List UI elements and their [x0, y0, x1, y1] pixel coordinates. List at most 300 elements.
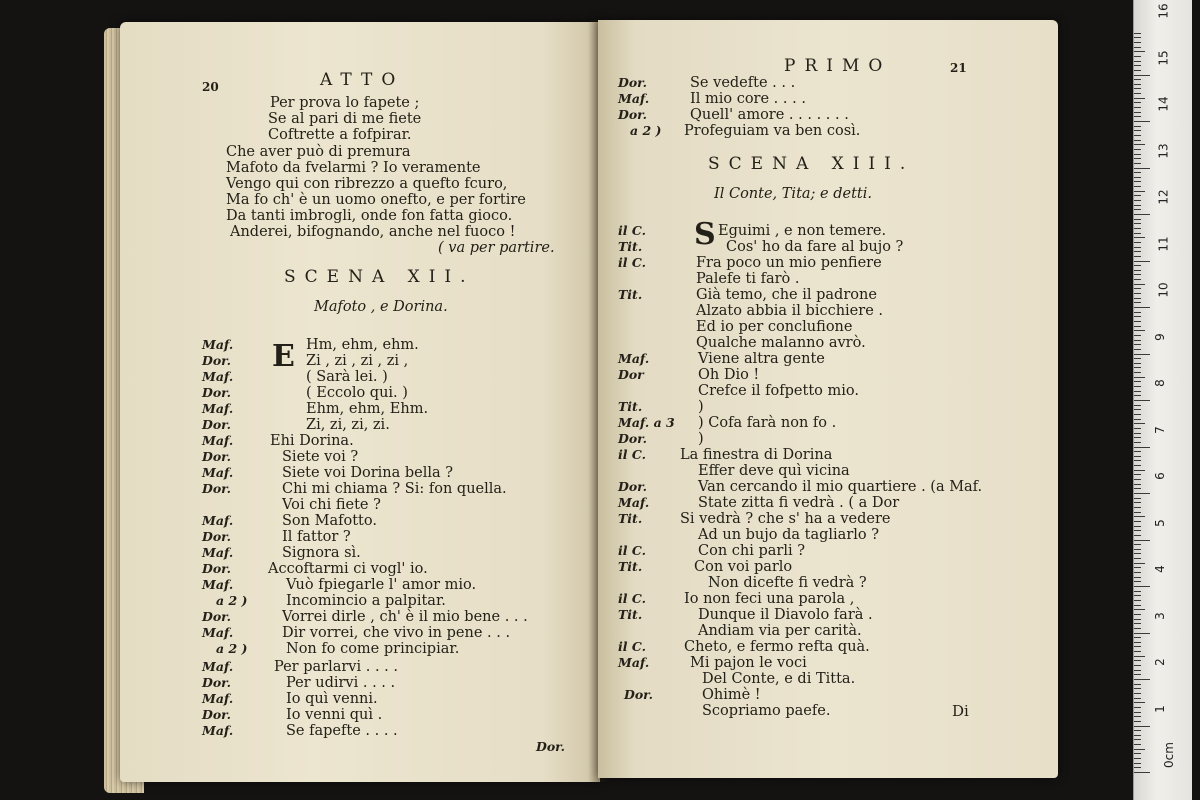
verse-line: Mafoto da fvelarmi ? Io veramente [226, 160, 481, 176]
speaker-label: Dor. [618, 431, 647, 446]
speaker-label: Dor. [618, 75, 647, 90]
ruler-tick [1134, 488, 1141, 489]
right-page-number: 21 [950, 61, 967, 75]
dialogue-line: ) [698, 431, 704, 447]
ruler-tick [1134, 363, 1141, 364]
ruler-tick [1134, 656, 1145, 657]
ruler-tick [1134, 233, 1141, 234]
ruler-label: 7 [1152, 425, 1167, 434]
dialogue-line: ( Eccolo qui. ) [306, 385, 408, 401]
dialogue-line: Mi pajon le voci [690, 655, 807, 671]
ruler-tick [1134, 414, 1141, 415]
ruler-tick [1134, 428, 1141, 429]
ruler-tick [1134, 516, 1145, 517]
dialogue-line: Io quì venni. [286, 691, 378, 707]
ruler-tick [1134, 130, 1141, 131]
ruler-tick [1134, 767, 1141, 768]
dialogue-line: Non fo come principiar. [286, 641, 460, 657]
dialogue-line: Dunque il Diavolo farà . [698, 607, 873, 623]
ruler-tick [1134, 288, 1141, 289]
ruler-tick [1134, 149, 1141, 150]
drop-cap-letter: E [272, 339, 295, 374]
ruler-tick [1134, 349, 1141, 350]
dialogue-line: Per parlarvi . . . . [274, 659, 399, 675]
ruler-tick [1134, 493, 1150, 494]
ruler-tick [1134, 163, 1141, 164]
speaker-label: Maf. [202, 337, 234, 352]
speaker-label: Dor. [202, 561, 231, 576]
catchword: Dor. [536, 739, 565, 754]
ruler-tick [1134, 763, 1141, 764]
speaker-label: Maf. [202, 723, 234, 738]
ruler-tick [1134, 65, 1141, 66]
ruler-tick [1134, 98, 1145, 99]
ruler-tick [1134, 502, 1141, 503]
ruler-tick [1134, 670, 1141, 671]
dialogue-line: Cheto, e fermo refta quà. [684, 639, 870, 655]
speaker-label: il C. [618, 223, 646, 238]
ruler-tick [1134, 186, 1141, 187]
speaker-label: Maf. [202, 369, 234, 384]
speaker-label: Maf. [202, 545, 234, 560]
ruler-tick [1134, 372, 1141, 373]
ruler-label: 3 [1152, 611, 1167, 620]
ruler-tick [1134, 605, 1141, 606]
speaker-label: Dor. [202, 529, 231, 544]
ruler-tick [1134, 395, 1141, 396]
ruler-tick [1134, 223, 1141, 224]
ruler-tick [1134, 405, 1141, 406]
speaker-label: Dor. [202, 675, 231, 690]
speaker-label: Tit. [618, 287, 643, 302]
ruler-tick [1134, 660, 1141, 661]
dialogue-line: Ehi Dorina. [270, 433, 354, 449]
dialogue-line: Non dicefte fi vedrà ? [708, 575, 867, 591]
ruler-tick [1134, 116, 1141, 117]
ruler-tick [1134, 312, 1141, 313]
ruler-label: 12 [1156, 189, 1171, 205]
drop-cap-letter: S [694, 217, 716, 252]
ruler-tick [1134, 302, 1141, 303]
ruler-tick [1134, 460, 1141, 461]
ruler-tick [1134, 102, 1141, 103]
ruler-tick [1134, 107, 1141, 108]
ruler-tick [1134, 433, 1141, 434]
dialogue-line: Io venni quì . [286, 707, 383, 723]
ruler-tick [1134, 600, 1141, 601]
dialogue-line: Andiam via per carità. [698, 623, 862, 639]
ruler-tick [1134, 642, 1141, 643]
dialogue-line: Con chi parli ? [698, 543, 805, 559]
speaker-label: Dor. [202, 449, 231, 464]
ruler-label: 8 [1152, 379, 1167, 387]
ruler-label: 10 [1156, 282, 1171, 298]
speaker-label: Dor. [202, 609, 231, 624]
dialogue-line: Siete voi Dorina bella ? [282, 465, 454, 481]
ruler-tick [1134, 321, 1141, 322]
ruler-tick [1134, 326, 1141, 327]
verse-line: Ma fo ch' è un uomo onefto, e per fortire [226, 192, 526, 208]
ruler-tick [1134, 465, 1141, 466]
dialogue-line: Hm, ehm, ehm. [306, 337, 419, 353]
ruler-tick [1134, 698, 1141, 699]
dialogue-line: Già temo, che il padrone [696, 287, 877, 303]
ruler-tick [1134, 693, 1141, 694]
ruler-tick [1134, 758, 1141, 759]
ruler-tick [1134, 274, 1141, 275]
ruler-tick [1134, 712, 1141, 713]
ruler-tick [1134, 307, 1150, 308]
verse-line: Vengo qui con ribrezzo a quefto fcuro, [226, 176, 508, 192]
ruler-tick [1134, 530, 1141, 531]
ruler-tick [1134, 256, 1141, 257]
ruler-tick [1134, 154, 1141, 155]
speaker-label: Dor. [202, 385, 231, 400]
stage-direction: ( va per partire. [438, 240, 555, 256]
ruler-tick [1134, 88, 1141, 89]
dialogue-line: Ad un bujo da tagliarlo ? [698, 527, 879, 543]
ruler-tick [1134, 619, 1141, 620]
speaker-label: Dor. [618, 107, 647, 122]
ruler-tick [1134, 707, 1141, 708]
ruler-tick [1134, 577, 1141, 578]
ruler-label: 4 [1152, 565, 1167, 573]
speaker-label: Dor. [202, 417, 231, 432]
ruler-tick [1134, 623, 1141, 624]
ruler-tick [1134, 540, 1150, 541]
ruler-tick [1134, 84, 1141, 85]
dialogue-line: Incomincio a palpitar. [286, 593, 446, 609]
ruler-tick [1134, 51, 1145, 52]
dialogue-line: Siete voi ? [282, 449, 359, 465]
ruler-tick [1134, 702, 1145, 703]
ruler-tick [1134, 586, 1150, 587]
speaker-label: Dor. [618, 479, 647, 494]
ruler-tick [1134, 386, 1141, 387]
ruler-tick [1134, 316, 1141, 317]
dialogue-line: Accoftarmi ci vogl' io. [268, 561, 428, 577]
ruler-tick [1134, 447, 1150, 448]
ruler-tick [1134, 572, 1141, 573]
ruler-tick [1134, 753, 1141, 754]
dialogue-line: Zi , zi , zi , zi , [306, 353, 409, 369]
ruler-tick [1134, 293, 1141, 294]
ruler-tick [1134, 549, 1141, 550]
dialogue-line: Voi chi fiete ? [282, 497, 381, 513]
ruler-label: 5 [1152, 518, 1167, 527]
ruler-tick [1134, 735, 1141, 736]
right-running-head: PRIMO [784, 56, 892, 76]
ruler-tick [1134, 228, 1141, 229]
ruler-tick [1134, 456, 1141, 457]
ruler-tick [1134, 56, 1141, 57]
dialogue-line: Scopriamo paefe. [702, 703, 831, 719]
ruler-tick [1134, 181, 1141, 182]
speaker-label: Maf. [202, 691, 234, 706]
ruler-tick [1134, 665, 1141, 666]
ruler-tick [1134, 749, 1145, 750]
ruler-tick [1134, 200, 1141, 201]
ruler-tick [1134, 172, 1141, 173]
ruler-tick [1134, 400, 1150, 401]
ruler-tick [1134, 75, 1150, 76]
speaker-label: a 2 ) [216, 641, 248, 656]
ruler-tick [1134, 126, 1141, 127]
scene-characters: Mafoto , e Dorina. [314, 299, 448, 315]
dialogue-line: Io non feci una parola , [684, 591, 855, 607]
ruler-tick [1134, 521, 1141, 522]
dialogue-line: Ohimè ! [702, 687, 761, 703]
ruler-tick [1134, 33, 1141, 34]
ruler-tick [1134, 335, 1141, 336]
ruler-tick [1134, 526, 1141, 527]
ruler-tick [1134, 512, 1141, 513]
ruler-label: 16 [1156, 3, 1171, 19]
verse-line: Anderei, bifognando, anche nel fuoco ! [230, 224, 516, 240]
ruler-tick [1134, 651, 1141, 652]
ruler-label: 2 [1152, 658, 1167, 666]
speaker-label: Dor. [624, 687, 653, 702]
ruler-tick [1134, 442, 1141, 443]
speaker-label: Tit. [618, 559, 643, 574]
speaker-label: Dor. [202, 707, 231, 722]
ruler-tick [1134, 135, 1141, 136]
ruler-tick [1134, 535, 1141, 536]
ruler-label: 13 [1156, 142, 1171, 159]
ruler-tick [1134, 261, 1150, 262]
ruler-tick [1134, 581, 1141, 582]
ruler-tick [1134, 684, 1141, 685]
speaker-label: a 2 ) [216, 593, 248, 608]
ruler-tick [1134, 479, 1141, 480]
dialogue-line: Vuò fpiegarle l' amor mio. [286, 577, 477, 593]
dialogue-line: Signora sì. [282, 545, 361, 561]
measuring-ruler [1133, 0, 1192, 800]
dialogue-line: Del Conte, e di Titta. [702, 671, 856, 687]
ruler-tick [1134, 419, 1141, 420]
dialogue-line: Oh Dio ! [698, 367, 760, 383]
ruler-tick [1134, 744, 1141, 745]
ruler-tick [1134, 354, 1150, 355]
speaker-label: Tit. [618, 511, 643, 526]
ruler-tick [1134, 340, 1141, 341]
speaker-label: il C. [618, 543, 646, 558]
ruler-tick [1134, 195, 1141, 196]
verse-line: Da tanti imbrogli, onde fon fatta gioco. [226, 208, 513, 224]
speaker-label: Maf. [618, 351, 650, 366]
dialogue-line: Eguimi , e non temere. [718, 223, 887, 239]
speaker-label: Maf. [202, 465, 234, 480]
ruler-tick [1134, 772, 1150, 773]
dialogue-line: Se fapefte . . . . [286, 723, 398, 739]
speaker-label: Tit. [618, 607, 643, 622]
ruler-tick [1134, 284, 1145, 285]
dialogue-line: Son Mafotto. [282, 513, 377, 529]
speaker-label: Maf. [618, 91, 650, 106]
ruler-label: 14 [1156, 96, 1171, 112]
speaker-label: il C. [618, 255, 646, 270]
ruler-tick [1134, 209, 1141, 210]
verse-line: Coftrette a fofpirar. [268, 127, 412, 143]
ruler-tick [1134, 646, 1141, 647]
dialogue-line: State zitta fi vedrà . ( a Dor [698, 495, 900, 511]
speaker-label: Maf. [202, 401, 234, 416]
ruler-tick [1134, 498, 1141, 499]
ruler-tick [1134, 423, 1145, 424]
ruler-tick [1134, 121, 1150, 122]
ruler-tick [1134, 144, 1145, 145]
dialogue-line: Il fattor ? [282, 529, 351, 545]
ruler-tick [1134, 112, 1141, 113]
speaker-label: Maf. [202, 433, 234, 448]
ruler-tick [1134, 247, 1141, 248]
dialogue-line: Cos' ho da fare al bujo ? [726, 239, 904, 255]
ruler-tick [1134, 679, 1150, 680]
ruler-tick [1134, 377, 1145, 378]
ruler-tick [1134, 558, 1141, 559]
ruler-tick [1134, 177, 1141, 178]
ruler-tick [1134, 381, 1141, 382]
ruler-tick [1134, 42, 1141, 43]
scene-title: SCENA XIII. [708, 154, 915, 174]
dialogue-line: Se vedefte . . . [690, 75, 796, 91]
dialogue-line: Con voi parlo [694, 559, 793, 575]
dialogue-line: Viene altra gente [698, 351, 825, 367]
ruler-tick [1134, 191, 1145, 192]
dialogue-line: Fra poco un mio penfiere [696, 255, 882, 271]
dialogue-line: Dir vorrei, che vivo in pene . . . [282, 625, 511, 641]
speaker-label: Tit. [618, 239, 643, 254]
dialogue-line: ) [698, 399, 704, 415]
ruler-tick [1134, 633, 1150, 634]
ruler-label: 6 [1152, 472, 1167, 480]
ruler-tick [1134, 251, 1141, 252]
ruler-tick [1134, 609, 1145, 610]
ruler-label: 11 [1156, 235, 1171, 252]
ruler-tick [1134, 37, 1141, 38]
verse-line: Se al pari di me fiete [268, 111, 422, 127]
ruler-label: 9 [1152, 332, 1167, 341]
ruler-tick [1134, 484, 1141, 485]
dialogue-line: La finestra di Dorina [680, 447, 833, 463]
speaker-label: Dor [618, 367, 644, 382]
speaker-label: il C. [618, 447, 646, 462]
speaker-label: il C. [618, 591, 646, 606]
ruler-tick [1134, 279, 1141, 280]
dialogue-line: Alzato abbia il bicchiere . [696, 303, 883, 319]
ruler-tick [1134, 358, 1141, 359]
dialogue-line: Vorrei dirle , ch' è il mio bene . . . [282, 609, 528, 625]
ruler-tick [1134, 93, 1141, 94]
ruler-tick [1134, 437, 1141, 438]
dialogue-line: Quell' amore . . . . . . . [690, 107, 849, 123]
speaker-label: Maf. [202, 577, 234, 592]
ruler-tick [1134, 168, 1150, 169]
ruler-tick [1134, 595, 1141, 596]
ruler-tick [1134, 70, 1141, 71]
verse-line: Per prova lo fapete ; [270, 95, 420, 111]
ruler-tick [1134, 739, 1141, 740]
ruler-tick [1134, 242, 1141, 243]
ruler-tick [1134, 265, 1141, 266]
ruler-tick [1134, 474, 1141, 475]
ruler-tick [1134, 688, 1141, 689]
ruler-tick [1134, 637, 1141, 638]
right-page [598, 20, 1058, 778]
speaker-label: Maf. [202, 625, 234, 640]
ruler-label: 0cm [1161, 742, 1176, 768]
ruler-tick [1134, 730, 1141, 731]
scene-characters: Il Conte, Tita; e detti. [714, 186, 872, 202]
ruler-tick [1134, 219, 1141, 220]
ruler-tick [1134, 158, 1141, 159]
dialogue-line: Chi mi chiama ? Si: fon quella. [282, 481, 507, 497]
speaker-label: Maf. [618, 495, 650, 510]
dialogue-line: Il mio core . . . . [690, 91, 806, 107]
ruler-tick [1134, 451, 1141, 452]
ruler-tick [1134, 344, 1141, 345]
verse-line: Che aver può di premura [226, 144, 411, 160]
ruler-tick [1134, 205, 1141, 206]
ruler-tick [1134, 591, 1141, 592]
ruler-label: 1 [1152, 704, 1167, 713]
dialogue-line: ( Sarà lei. ) [306, 369, 388, 385]
left-running-head: ATTO [320, 70, 405, 90]
catchword: Di [952, 702, 969, 720]
ruler-tick [1134, 330, 1145, 331]
left-page-number: 20 [202, 80, 219, 94]
ruler-tick [1134, 61, 1141, 62]
dialogue-line: ) Cofa farà non fo . [698, 415, 837, 431]
ruler-label: 15 [1156, 49, 1171, 66]
ruler-tick [1134, 507, 1141, 508]
ruler-tick [1134, 367, 1141, 368]
ruler-tick [1134, 391, 1141, 392]
speaker-label: a 2 ) [630, 123, 662, 138]
ruler-tick [1134, 544, 1141, 545]
dialogue-line: Palefe ti farò . [696, 271, 800, 287]
dialogue-line: Ed io per conclufione [696, 319, 853, 335]
dialogue-line: Ehm, ehm, Ehm. [306, 401, 429, 417]
ruler-tick [1134, 628, 1141, 629]
dialogue-line: Profeguiam va ben così. [684, 123, 861, 139]
ruler-tick [1134, 298, 1141, 299]
ruler-tick [1134, 470, 1145, 471]
ruler-tick [1134, 79, 1141, 80]
dialogue-line: Per udirvi . . . . [286, 675, 396, 691]
ruler-tick [1134, 270, 1141, 271]
ruler-tick [1134, 726, 1150, 727]
dialogue-line: Zi, zi, zi, zi. [306, 417, 390, 433]
dialogue-line: Qualche malanno avrò. [696, 335, 866, 351]
speaker-label: Maf. [202, 513, 234, 528]
speaker-label: Dor. [202, 353, 231, 368]
speaker-label: Maf. a 3 [618, 415, 675, 430]
ruler-tick [1134, 237, 1145, 238]
speaker-label: Tit. [618, 399, 643, 414]
dialogue-line: Si vedrà ? che s' ha a vedere [680, 511, 891, 527]
ruler-tick [1134, 716, 1141, 717]
dialogue-line: Crefce il fofpetto mio. [698, 383, 859, 399]
scene-title: SCENA XII. [284, 267, 475, 287]
ruler-tick [1134, 721, 1141, 722]
left-page [120, 22, 600, 782]
ruler-tick [1134, 614, 1141, 615]
dialogue-line: Van cercando il mio quartiere . (a Maf. [698, 479, 983, 495]
ruler-tick [1134, 214, 1150, 215]
speaker-label: Dor. [202, 481, 231, 496]
speaker-label: Maf. [202, 659, 234, 674]
